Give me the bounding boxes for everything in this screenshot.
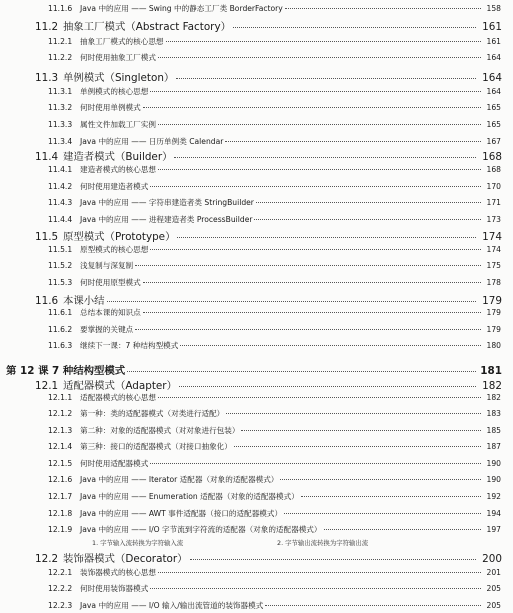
- toc-entry-page: 174: [482, 231, 502, 243]
- toc-entry-number: 11.3.1: [48, 87, 73, 96]
- toc-subsection-row[interactable]: [0, 52, 513, 63]
- toc-subsection-row[interactable]: [0, 491, 513, 502]
- toc-entry-page: 190: [486, 459, 501, 468]
- toc-subsection-row[interactable]: [0, 583, 513, 594]
- dot-leader: [179, 385, 476, 387]
- dot-leader: [143, 281, 481, 283]
- toc-subsection-row[interactable]: [0, 567, 513, 578]
- toc-entry-number: 12.1.8: [48, 509, 73, 518]
- sub-item-note: 2. 字节输出流转换为字符输出流: [277, 539, 369, 547]
- toc-section-row[interactable]: [0, 228, 513, 243]
- toc-entry-title: Java 中的应用 —— I/O 字节流到字符流的适配器（对象的适配器模式）: [80, 525, 322, 534]
- toc-section-row[interactable]: [0, 18, 513, 33]
- dot-leader: [150, 248, 481, 250]
- dot-leader: [176, 77, 476, 79]
- toc-entry-title: 第一种：类的适配器模式（对类进行适配）: [80, 409, 225, 418]
- dot-leader: [324, 528, 482, 530]
- dot-leader: [158, 396, 481, 398]
- toc-entry-title: 原型模式（Prototype）: [63, 231, 176, 243]
- toc-subsection-row[interactable]: [0, 474, 513, 485]
- toc-entry-title: 第二种：对象的适配器模式（对对象进行包装）: [80, 426, 240, 435]
- dot-leader: [301, 495, 481, 497]
- toc-entry-number: 12.1.4: [48, 442, 73, 451]
- toc-entry-title: Java 中的应用 —— Iterator 适配器（对象的适配器模式）: [80, 475, 279, 484]
- toc-entry-title: 何时使用原型模式: [80, 278, 141, 287]
- toc-entry-number: 11.4.1: [48, 165, 73, 174]
- toc-entry-number: 12.1.9: [48, 525, 73, 534]
- toc-entry-title: 何时使用抽象工厂模式: [80, 53, 156, 62]
- dot-leader: [285, 7, 481, 9]
- dot-leader: [177, 236, 476, 238]
- dot-leader: [284, 512, 481, 514]
- toc-entry-title: Java 中的应用 —— I/O 输入/输出流管道的装饰器模式: [80, 601, 264, 610]
- toc-entry-page: 182: [486, 393, 501, 402]
- toc-entry-title: 何时使用建造者模式: [80, 182, 149, 191]
- toc-entry-page: 173: [486, 215, 501, 224]
- toc-entry-page: 175: [486, 261, 501, 270]
- toc-subsection-row[interactable]: [0, 524, 513, 535]
- toc-entry-number: 11.3: [35, 72, 59, 84]
- dot-leader: [254, 218, 481, 220]
- toc-entry-number: 11.3.3: [48, 120, 73, 129]
- toc-entry-number: 11.2.2: [48, 53, 73, 62]
- toc-entry-page: 158: [486, 4, 501, 13]
- toc-entry-title: Java 中的应用 —— 字符串建造者类 StringBuilder: [80, 198, 254, 207]
- toc-entry-page: 205: [486, 601, 501, 610]
- toc-entry-number: 12.1.1: [48, 393, 73, 402]
- dot-leader: [233, 26, 476, 28]
- toc-entry-title: 何时使用装饰器模式: [80, 584, 149, 593]
- toc-entry-title: 装饰器模式的核心思想: [80, 568, 156, 577]
- toc-subsection-row[interactable]: [0, 277, 513, 288]
- toc-entry-title: 第三种：接口的适配器模式（对接口抽象化）: [80, 442, 232, 451]
- toc-subsection-row[interactable]: [0, 458, 513, 469]
- toc-entry-title: Java 中的应用 —— Enumeration 适配器（对象的适配器模式）: [80, 492, 299, 501]
- toc-entry-number: 11.4.3: [48, 198, 73, 207]
- toc-subsection-row[interactable]: [0, 408, 513, 419]
- dot-leader: [150, 462, 481, 464]
- dot-leader: [158, 56, 481, 58]
- dot-leader: [226, 412, 481, 414]
- toc-entry-title: 要掌握的关键点: [80, 325, 134, 334]
- toc-entry-page: 168: [486, 165, 501, 174]
- toc-entry-page: 179: [486, 325, 501, 334]
- toc-entry-page: 201: [486, 568, 501, 577]
- toc-entry-title: 何时使用单例模式: [80, 103, 141, 112]
- toc-entry-page: 178: [486, 278, 501, 287]
- dot-leader: [150, 90, 481, 92]
- toc-subsection-row[interactable]: [0, 600, 513, 611]
- toc-entry-page: 171: [486, 198, 501, 207]
- toc-entry-page: 165: [486, 103, 501, 112]
- toc-entry-number: 11.6: [35, 295, 59, 307]
- toc-subsection-row[interactable]: [0, 86, 513, 97]
- toc-chapter-row[interactable]: [0, 362, 513, 377]
- toc-subsection-row[interactable]: [0, 324, 513, 335]
- toc-entry-number: 第 12 课: [6, 365, 49, 377]
- toc-entry-number: 11.5.3: [48, 278, 73, 287]
- toc-entry-page: 179: [486, 308, 501, 317]
- toc-entry-page: 164: [486, 53, 501, 62]
- toc-entry-page: 167: [486, 137, 501, 146]
- toc-entry-title: 单例模式的核心思想: [80, 87, 149, 96]
- toc-entry-page: 161: [482, 21, 502, 33]
- toc-entry-page: 182: [482, 380, 502, 392]
- sub-item-note: 1. 字节输入流转换为字符输入流: [92, 539, 184, 547]
- toc-subsection-row[interactable]: [0, 3, 513, 14]
- dot-leader: [280, 478, 481, 480]
- dot-leader: [135, 264, 481, 266]
- toc-subsection-row[interactable]: [0, 36, 513, 47]
- toc-entry-title: 抽象工厂模式（Abstract Factory）: [63, 21, 231, 33]
- toc-entry-number: 11.6.3: [48, 341, 73, 350]
- toc-entry-title: 7 种结构型模式: [52, 365, 126, 377]
- toc-section-row[interactable]: [0, 377, 513, 392]
- toc-entry-number: 11.1.6: [48, 4, 73, 13]
- toc-entry-title: 总结本课的知识点: [80, 308, 141, 317]
- dot-leader: [150, 587, 481, 589]
- toc-section-row[interactable]: [0, 148, 513, 163]
- toc-entry-title: Java 中的应用 —— Swing 中的静态工厂类 BorderFactory: [80, 4, 283, 13]
- toc-entry-number: 11.6.2: [48, 325, 73, 334]
- toc-entry-number: 11.5: [35, 231, 59, 243]
- dot-leader: [158, 123, 481, 125]
- toc-subsection-row[interactable]: [0, 119, 513, 130]
- toc-entry-page: 190: [486, 475, 501, 484]
- toc-entry-title: 原型模式的核心思想: [80, 245, 149, 254]
- toc-entry-number: 12.1.7: [48, 492, 73, 501]
- dot-leader: [158, 168, 481, 170]
- toc-entry-page: 187: [486, 442, 501, 451]
- toc-entry-page: 164: [486, 87, 501, 96]
- toc-entry-number: 11.4.4: [48, 215, 73, 224]
- toc-subsection-row[interactable]: [0, 136, 513, 147]
- toc-entry-title: Java 中的应用 —— 日历单例类 Calendar: [80, 137, 224, 146]
- dot-leader: [234, 445, 481, 447]
- toc-section-row[interactable]: [0, 69, 513, 84]
- dot-leader: [143, 106, 481, 108]
- toc-subsection-row[interactable]: [0, 260, 513, 271]
- toc-entry-page: 168: [482, 151, 502, 163]
- toc-entry-number: 11.5.1: [48, 245, 73, 254]
- toc-entry-title: 适配器模式的核心思想: [80, 393, 156, 402]
- toc-entry-number: 11.5.2: [48, 261, 73, 270]
- toc-subsection-row[interactable]: [0, 244, 513, 255]
- toc-section-row[interactable]: [0, 292, 513, 307]
- toc-entry-title: 单例模式（Singleton）: [63, 72, 175, 84]
- dot-leader: [256, 201, 481, 203]
- toc-entry-number: 12.2: [35, 553, 59, 565]
- toc-entry-number: 12.1.6: [48, 475, 73, 484]
- toc-entry-title: 建造者模式的核心思想: [80, 165, 156, 174]
- toc-subsection-row[interactable]: [0, 392, 513, 403]
- toc-entry-page: 164: [482, 72, 502, 84]
- dot-leader: [127, 370, 476, 372]
- toc-entry-page: 181: [480, 365, 502, 377]
- toc-entry-title: 本课小结: [63, 295, 105, 307]
- toc-entry-number: 12.2.2: [48, 584, 73, 593]
- toc-entry-title: 建造者模式（Builder）: [63, 151, 173, 163]
- dot-leader: [265, 604, 481, 606]
- toc-entry-number: 12.2.1: [48, 568, 73, 577]
- toc-entry-number: 11.2.1: [48, 37, 73, 46]
- toc-entry-page: 161: [486, 37, 501, 46]
- toc-subsection-row[interactable]: [0, 197, 513, 208]
- toc-entry-title: 抽象工厂模式的核心思想: [80, 37, 164, 46]
- toc-subsection-row[interactable]: [0, 340, 513, 351]
- toc-subsection-row[interactable]: [0, 508, 513, 519]
- toc-entry-number: 12.1: [35, 380, 59, 392]
- toc-entry-number: 12.2.3: [48, 601, 73, 610]
- toc-entry-number: 11.3.4: [48, 137, 73, 146]
- toc-entry-title: 继续下一课：7 种结构型模式: [80, 341, 179, 350]
- dot-leader: [174, 156, 476, 158]
- toc-entry-page: 194: [486, 509, 501, 518]
- toc-subsection-row[interactable]: [0, 214, 513, 225]
- toc-subsection-row[interactable]: [0, 181, 513, 192]
- toc-entry-page: 200: [482, 553, 502, 565]
- toc-subsection-row[interactable]: [0, 441, 513, 452]
- toc-entry-page: 185: [486, 426, 501, 435]
- dot-leader: [166, 40, 481, 42]
- toc-entry-title: 浅复制与深复制: [80, 261, 134, 270]
- toc-subsection-row[interactable]: [0, 307, 513, 318]
- dot-leader: [190, 558, 476, 560]
- toc-entry-page: 170: [486, 182, 501, 191]
- dot-leader: [135, 328, 481, 330]
- toc-entry-title: 适配器模式（Adapter）: [63, 380, 177, 392]
- toc-entry-number: 11.6.1: [48, 308, 73, 317]
- dot-leader: [150, 185, 481, 187]
- toc-entry-page: 165: [486, 120, 501, 129]
- toc-entry-number: 11.4.2: [48, 182, 73, 191]
- toc-entry-number: 11.4: [35, 151, 59, 163]
- toc-entry-page: 205: [486, 584, 501, 593]
- dot-leader: [225, 140, 481, 142]
- dot-leader: [180, 344, 481, 346]
- toc-entry-number: 11.2: [35, 21, 59, 33]
- toc-entry-page: 180: [486, 341, 501, 350]
- dot-leader: [158, 571, 481, 573]
- toc-entry-page: 179: [482, 295, 502, 307]
- dot-leader: [143, 311, 481, 313]
- toc-entry-number: 12.1.2: [48, 409, 73, 418]
- toc-subsection-row[interactable]: [0, 425, 513, 436]
- dot-leader: [107, 300, 476, 302]
- toc-entry-page: 174: [486, 245, 501, 254]
- toc-entry-page: 183: [486, 409, 501, 418]
- toc-entry-title: 属性文件加载工厂实例: [80, 120, 156, 129]
- toc-entry-title: 何时使用适配器模式: [80, 459, 149, 468]
- toc-subsection-row[interactable]: [0, 102, 513, 113]
- toc-entry-title: Java 中的应用 —— 进程建造者类 ProcessBuilder: [80, 215, 253, 224]
- toc-entry-title: Java 中的应用 —— AWT 事件适配器（接口的适配器模式）: [80, 509, 283, 518]
- toc-entry-number: 12.1.5: [48, 459, 73, 468]
- toc-subsection-row[interactable]: [0, 164, 513, 175]
- toc-section-row[interactable]: [0, 550, 513, 565]
- toc-entry-page: 192: [486, 492, 501, 501]
- dot-leader: [241, 429, 481, 431]
- toc-entry-title: 装饰器模式（Decorator）: [63, 553, 188, 565]
- toc-entry-number: 11.3.2: [48, 103, 73, 112]
- toc-entry-page: 197: [486, 525, 501, 534]
- toc-entry-number: 12.1.3: [48, 426, 73, 435]
